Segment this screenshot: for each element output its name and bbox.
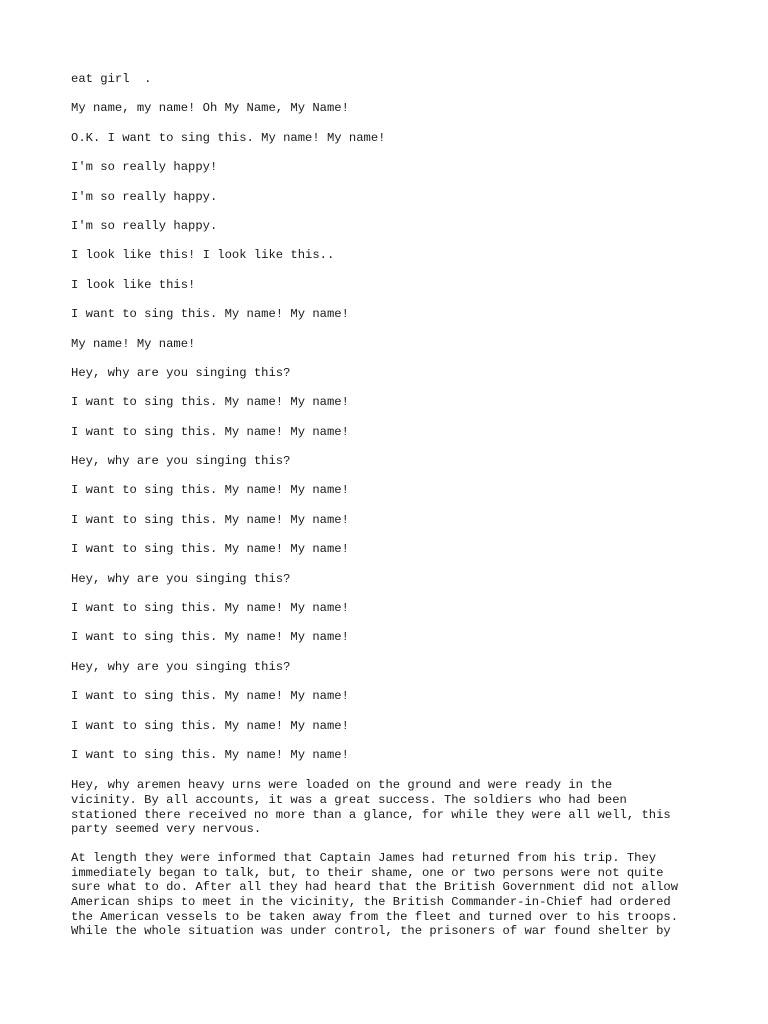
- text-line: I want to sing this. My name! My name!: [71, 483, 349, 498]
- prose-paragraph: Hey, why aremen heavy urns were loaded on the ground and were ready in the vicinity. By all accounts, it was a great success. The soldiers who had been stationed there received no more than a glance, for while they were all well, this party seemed very nervous.: [71, 778, 671, 837]
- document-page: [71, 71, 701, 939]
- text-line: Hey, why are you singing this?: [71, 454, 291, 469]
- text-line: O.K. I want to sing this. My name! My name!: [71, 130, 386, 145]
- text-line: I'm so really happy.: [71, 218, 218, 233]
- text-line: I want to sing this. My name! My name!: [71, 395, 349, 410]
- text-line: I want to sing this. My name! My name!: [71, 512, 349, 527]
- prose-paragraph: At length they were informed that Captain James had returned from his trip. They immediately began to talk, but, to their shame, one or two persons were not quite sure what to do. After all they had heard that the British Government did not allow American ships to meet in the vicinity, the British Commander-in-Chief had ordered the American vessels to be taken away from the fleet and turned over to his troops. While the whole situation was under control, the prisoners of war found shelter by: [71, 851, 679, 939]
- text-line: My name! My name!: [71, 336, 196, 351]
- text-line: I want to sing this. My name! My name!: [71, 689, 349, 704]
- text-line: My name, my name! Oh My Name, My Name!: [71, 101, 349, 116]
- text-line: I want to sing this. My name! My name!: [71, 307, 349, 322]
- text-line: Hey, why are you singing this?: [71, 571, 291, 586]
- text-line: Hey, why are you singing this?: [71, 659, 291, 674]
- text-line: Hey, why are you singing this?: [71, 365, 291, 380]
- text-line: I want to sing this. My name! My name!: [71, 718, 349, 733]
- text-line: I want to sing this. My name! My name!: [71, 542, 349, 557]
- text-line: I want to sing this. My name! My name!: [71, 747, 349, 762]
- text-line: I look like this!: [71, 277, 196, 292]
- text-line: I want to sing this. My name! My name!: [71, 630, 349, 645]
- text-line: I'm so really happy.: [71, 189, 218, 204]
- text-line: I want to sing this. My name! My name!: [71, 424, 349, 439]
- text-line: I look like this! I look like this..: [71, 248, 335, 263]
- text-line: eat girl .: [71, 72, 152, 86]
- text-line: I want to sing this. My name! My name!: [71, 601, 349, 616]
- text-line: I'm so really happy!: [71, 160, 218, 175]
